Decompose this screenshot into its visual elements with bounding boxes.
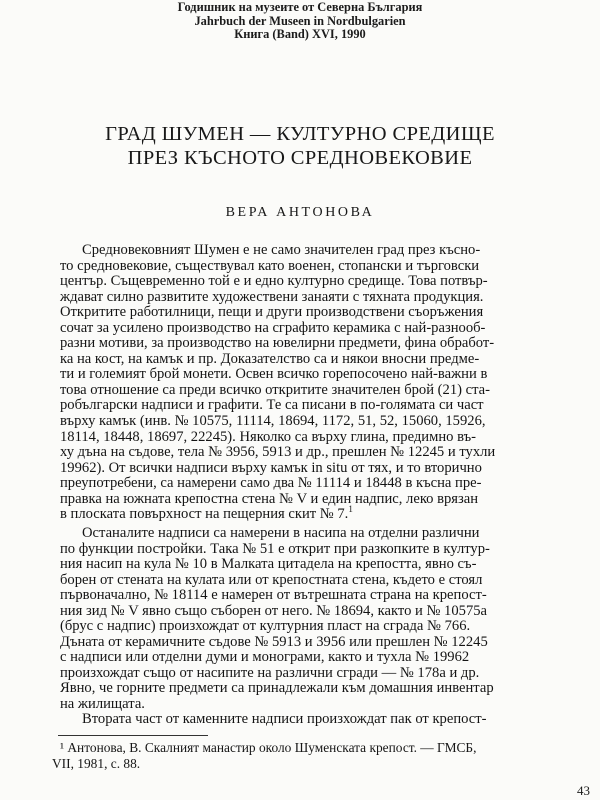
text-line: Средновековният Шумен е не само значителен град през късно-	[82, 242, 481, 258]
footnote-divider	[58, 735, 208, 736]
paragraph-2	[60, 526, 585, 713]
text-line: Втората част от каменните надписи произхождат пак от крепост-	[82, 711, 487, 727]
text-line: робългарски надписи и графити. Те са писани в по-голямата си част	[60, 397, 484, 414]
text-line: правка на южната крепостна стена № V и един надпис, леко врязан	[60, 490, 479, 507]
text-line: 19962). От всички надписи върху камък in situ от тях, и то вторично	[60, 459, 482, 476]
header-line-german: Jahrbuch der Museen in Nordbulgarien	[194, 13, 406, 28]
page-number: 43	[577, 783, 590, 798]
text-line: на жилищата.	[60, 696, 145, 713]
text-line: Останалите надписи са намерени в насипа на отделни различни	[82, 525, 480, 541]
text-line: то средновековие, съществувал като военен, стопански и търговски	[60, 257, 480, 274]
text-line: Откритите работилници, пещи и други производствени съоръжения	[60, 304, 484, 321]
text-line: център. Същевременно той е и едно културно средище. Това потвър-	[60, 273, 488, 290]
text-line: ти и големият брой монети. Освен всичко горепосочено най-важни в	[60, 366, 488, 383]
text-line: с надписи или отделни думи и монограми, както и тухла № 19962	[60, 649, 470, 666]
text-line: ждават силно развитите художествени занаяти с тяхната продукция.	[60, 288, 484, 305]
paragraph-1	[60, 243, 585, 523]
title-line-2: ПРЕЗ КЪСНОТО СРЕДНОВЕКОВИЕ	[127, 147, 473, 169]
footnote-reference: 1	[348, 504, 353, 515]
text-line: ху дъна на съдове, тела № 3956, 5913 и др., прешлен № 12245 и тухли	[60, 444, 496, 461]
text-line: сочат за усилено производство на сграфито керамика с най-разнооб-	[60, 319, 486, 336]
text-line: (брус с надпис) произхождат от културния пласт на сграда № 766.	[60, 618, 471, 635]
header-line-bulgarian: Годишник на музеите от Северна България	[177, 0, 423, 14]
article-title	[0, 122, 600, 170]
footnote-line-2: VII, 1981, с. 88.	[52, 756, 141, 771]
text-line: по функции постройки. Така № 51 е открит при разкопките в култур-	[60, 540, 490, 557]
text-line: в плоската повърхност на пещерния скит № 7.$^1$	[60, 504, 353, 523]
header-line-volume: Книга (Band) XVI, 1990	[234, 27, 366, 41]
text-line: 18114, 18448, 18697, 22245). Няколко са върху глина, предимно въ-	[60, 428, 477, 445]
title-line-1: ГРАД ШУМЕН — КУЛТУРНО СРЕДИЩЕ	[105, 123, 495, 145]
text-line: разни мотиви, за производство на ювелирни предмети, фина обработ-	[60, 335, 495, 352]
text-line: Дъната от керамичните съдове № 5913 и 3956 или прешлен № 12245	[60, 633, 488, 650]
paragraph-3	[60, 712, 585, 728]
text-line: ния зид № V явно също съборен от него. № 18694, както и № 10575а	[60, 602, 488, 619]
text-line: ния насип на кула № 10 в Малката цитадела на крепостта, явно съ-	[60, 556, 477, 573]
text-line: върху камък (инв. № 10575, 11114, 18694, 1172, 51, 52, 15060, 15926,	[60, 413, 486, 430]
text-line: ка на кост, на камък и пр. Доказателство са и някои вносни предме-	[60, 350, 480, 367]
footnote-line-1: ¹ Антонова, В. Скалният манастир около Шуменската крепост. — ГМСБ,	[60, 740, 477, 755]
text-line: това отношение са преди всичко откритите значителен брой (21) ста-	[60, 381, 491, 398]
text-line: преупотребени, са намерени само два № 11114 и 18448 в късна пре-	[60, 475, 482, 492]
text-line: борен от стената на кулата или от крепостната стена, където е стоял	[60, 571, 483, 588]
footnote	[52, 740, 585, 772]
text-line: произхождат също от насипите на различни сгради — № 178а и др.	[60, 664, 480, 681]
journal-header	[0, 1, 600, 42]
article-author: ВЕРА АНТОНОВА	[225, 205, 375, 220]
text-line: Явно, че горните предмети са принадлежали към домашния инвентар	[60, 680, 494, 697]
text-line: първоначално, № 18114 е намерен от вътрешната страна на крепост-	[60, 587, 487, 604]
